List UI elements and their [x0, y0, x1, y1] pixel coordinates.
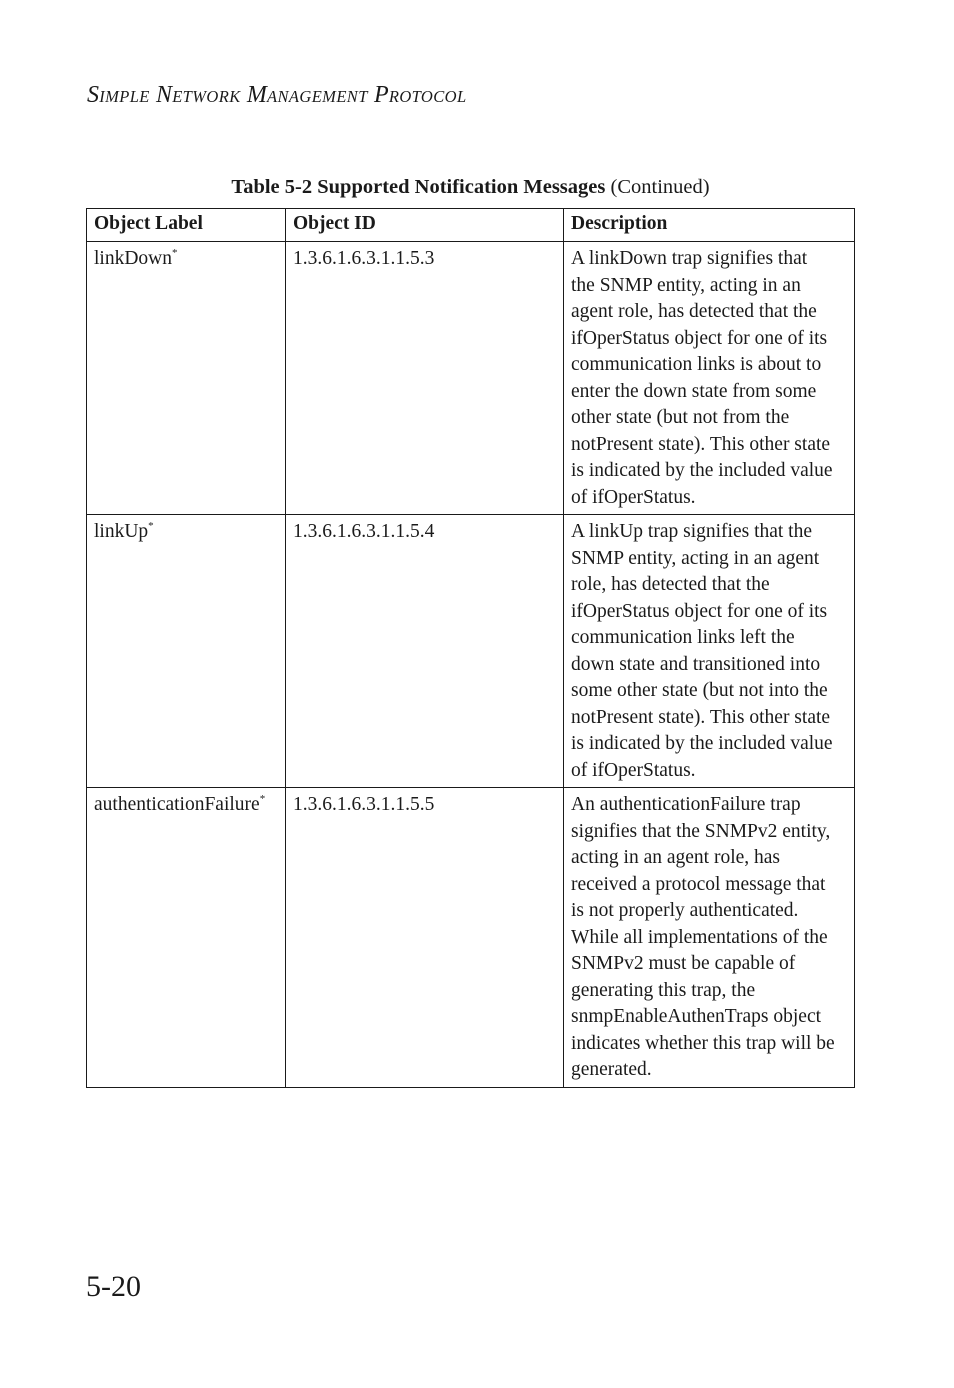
object-id-cell: 1.3.6.1.6.3.1.1.5.5	[286, 788, 564, 1088]
header-word-4-initial: P	[373, 82, 389, 108]
footnote-marker: *	[172, 247, 178, 259]
table-body	[87, 242, 855, 1088]
description-line: notPresent state). This other state	[571, 706, 831, 728]
header-word-3-rest: ANAGEMENT	[267, 87, 368, 106]
description-line: some other state (but not into the	[571, 680, 828, 701]
header-word-4-rest: ROTOCOL	[388, 87, 467, 106]
footnote-marker: *	[259, 793, 266, 805]
description-line: of ifOperStatus.	[571, 486, 696, 508]
description-line: While all implementations of the	[571, 926, 828, 948]
header-word-3-initial: M	[246, 82, 268, 108]
object-id-cell: 1.3.6.1.6.3.1.1.5.4	[286, 515, 564, 788]
object-label: linkUp	[94, 521, 149, 542]
description-line: communication links left the	[571, 627, 795, 648]
table-header-row	[87, 209, 855, 242]
description-line: A linkUp trap signifies that the	[571, 521, 813, 542]
object-label-cell	[87, 515, 286, 788]
description-line: the SNMP entity, acting in an	[571, 274, 801, 296]
page-number: 5-20	[86, 1270, 141, 1303]
description-line: communication links is about to	[571, 354, 822, 375]
description-line: role, has detected that the	[571, 574, 770, 595]
description-line: is indicated by the included value	[571, 460, 833, 481]
object-label-cell	[87, 242, 286, 515]
description-line: SNMP entity, acting in an agent	[571, 547, 820, 569]
description-line: SNMPv2 must be capable of	[571, 953, 796, 974]
table-row	[87, 788, 855, 1088]
description-line: of ifOperStatus.	[571, 759, 696, 781]
header-word-2-initial: N	[155, 82, 173, 108]
description-line: other state (but not from the	[571, 407, 790, 428]
footnote-marker: *	[148, 520, 154, 532]
object-label: authenticationFailure	[94, 794, 260, 815]
column-header-object-id: Object ID	[286, 209, 564, 242]
object-id-cell: 1.3.6.1.6.3.1.1.5.3	[286, 242, 564, 515]
description-line: signifies that the SNMPv2 entity,	[571, 820, 831, 842]
description-line: down state and transitioned into	[571, 653, 821, 675]
object-label-cell	[87, 788, 286, 1088]
description-line: acting in an agent role, has	[571, 847, 781, 868]
header-word-2-rest: ETWORK	[172, 87, 241, 106]
description-line: snmpEnableAuthenTraps object	[571, 1006, 822, 1027]
description-line: received a protocol message that	[571, 873, 826, 895]
description-line: indicates whether this trap will be	[571, 1032, 835, 1054]
header-word-1-initial: S	[87, 82, 100, 108]
description-line: notPresent state). This other state	[571, 433, 831, 455]
description-line: is not properly authenticated.	[571, 900, 799, 921]
description-line: ifOperStatus object for one of its	[571, 327, 828, 349]
description-line: is indicated by the included value	[571, 733, 833, 754]
object-label: linkDown	[94, 248, 172, 269]
column-header-object-label: Object Label	[87, 209, 286, 242]
table-caption-continued: (Continued)	[610, 176, 710, 198]
description-line: An authenticationFailure trap	[571, 794, 801, 815]
description-cell	[564, 515, 855, 788]
description-line: A linkDown trap signifies that	[571, 248, 808, 269]
description-cell	[564, 242, 855, 515]
table-row	[87, 242, 855, 515]
table-caption	[87, 176, 854, 199]
description-line: enter the down state from some	[571, 380, 817, 402]
description-cell	[564, 788, 855, 1088]
table-row	[87, 515, 855, 788]
description-line: ifOperStatus object for one of its	[571, 600, 828, 622]
description-line: generated.	[571, 1059, 652, 1080]
notification-messages-table	[86, 208, 855, 1088]
running-header	[87, 82, 467, 109]
description-line: agent role, has detected that the	[571, 301, 817, 322]
description-line: generating this trap, the	[571, 979, 756, 1001]
column-header-description: Description	[564, 209, 855, 242]
header-word-1-rest: IMPLE	[99, 87, 150, 106]
table-caption-title: Table 5-2 Supported Notification Messages	[231, 176, 606, 198]
